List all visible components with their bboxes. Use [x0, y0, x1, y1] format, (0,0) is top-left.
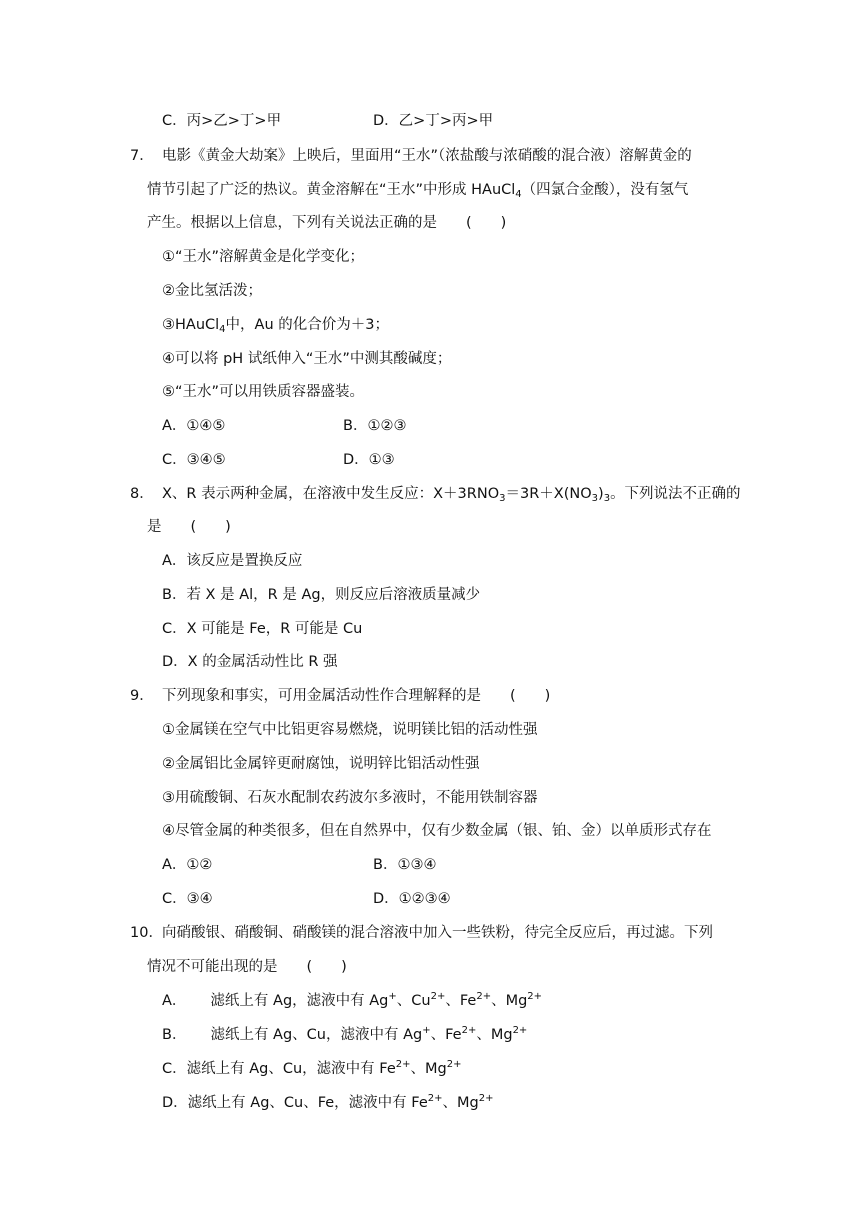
q8-option-b: B．若 X 是 Al，R 是 Ag，则反应后溶液质量减少 [162, 587, 481, 603]
q7-statement-2: ②金比氢活泼； [162, 283, 262, 299]
q7-statement-3: ③HAuCl$_4$中，Au 的化合价为＋3； [162, 317, 389, 335]
q8-option-d: D．X 的金属活动性比 R 强 [162, 654, 338, 670]
q7-stem-line1: 电影《黄金大劫案》上映后，里面用“王水”（浓盐酸与浓硝酸的混合液）溶解黄金的 [162, 148, 692, 164]
q7-option-a: A．①④⑤ [162, 418, 226, 434]
q7-stem-line2: 情节引起了广泛的热议。黄金溶解在“王水”中形成 HAuCl$_4$（四氯合金酸），没有氢气 [147, 182, 689, 200]
q9-statement-1: ①金属镁在空气中比铝更容易燃烧，说明镁比铝的活动性强 [162, 722, 538, 738]
q9-number: 9． [130, 688, 154, 704]
q8-stem-line1: X、R 表示两种金属，在溶液中发生反应：$X+3RNO_3=3R+X(NO_3)_3$。下列说法不正确的 [162, 486, 741, 504]
q10-number: 10． [130, 925, 163, 941]
q9-option-c: C．③④ [162, 891, 213, 907]
q7-statement-5: ⑤“王水”可以用铁质容器盛装。 [162, 384, 365, 400]
q10-option-a: A． 滤纸上有 Ag，滤液中有 Ag+、$Cu^{2+}$、$Fe^{2+}$、$Mg^{2+}$ [162, 991, 543, 1009]
q9-option-b: B．①③④ [373, 857, 437, 873]
q9-statement-4: ④尽管金属的种类很多，但在自然界中，仅有少数金属（银、铂、金）以单质形式存在 [162, 823, 712, 839]
q7-option-c: C．③④⑤ [162, 452, 226, 468]
q10-stem-line2: 情况不可能出现的是 ( ) [147, 959, 347, 975]
q7-option-d: D．①③ [343, 452, 395, 468]
q6-option-c: C．丙>乙>丁>甲 [162, 113, 282, 129]
q7-option-b: B．①②③ [343, 418, 407, 434]
q8-option-a: A．该反应是置换反应 [162, 553, 303, 569]
q9-option-a: A．①② [162, 857, 213, 873]
q7-stem-line3: 产生。根据以上信息，下列有关说法正确的是 ( ) [147, 215, 507, 231]
q10-stem-line1: 向硝酸银、硝酸铜、硝酸镁的混合溶液中加入一些铁粉，待完全反应后，再过滤。下列 [162, 925, 713, 941]
q7-statement-1: ①“王水”溶解黄金是化学变化； [162, 249, 365, 265]
q9-statement-2: ②金属铝比金属锌更耐腐蚀，说明锌比铝活动性强 [162, 756, 480, 772]
q8-stem-line2: 是 ( ) [147, 519, 231, 535]
q9-stem: 下列现象和事实，可用金属活动性作合理解释的是 ( ) [162, 688, 551, 704]
q7-statement-4: ④可以将 pH 试纸伸入“王水”中测其酸碱度； [162, 351, 452, 367]
q7-number: 7． [130, 148, 154, 164]
q8-option-c: C．X 可能是 Fe，R 可能是 Cu [162, 621, 363, 637]
q9-option-d: D．①②③④ [373, 891, 451, 907]
q6-option-d: D．乙>丁>丙>甲 [373, 113, 494, 129]
q10-option-c: C．滤纸上有 Ag、Cu，滤液中有 $Fe^{2+}$、$Mg^{2+}$ [162, 1059, 462, 1077]
q10-option-d: D．滤纸上有 Ag、Cu、Fe，滤液中有 $Fe^{2+}$、$Mg^{2+}$ [162, 1093, 494, 1111]
q9-statement-3: ③用硫酸铜、石灰水配制农药波尔多液时，不能用铁制容器 [162, 790, 538, 806]
q10-option-b: B． 滤纸上有 Ag、Cu，滤液中有 Ag+、$Fe^{2+}$、$Mg^{2+}$ [162, 1025, 528, 1043]
q8-number: 8． [130, 486, 154, 502]
